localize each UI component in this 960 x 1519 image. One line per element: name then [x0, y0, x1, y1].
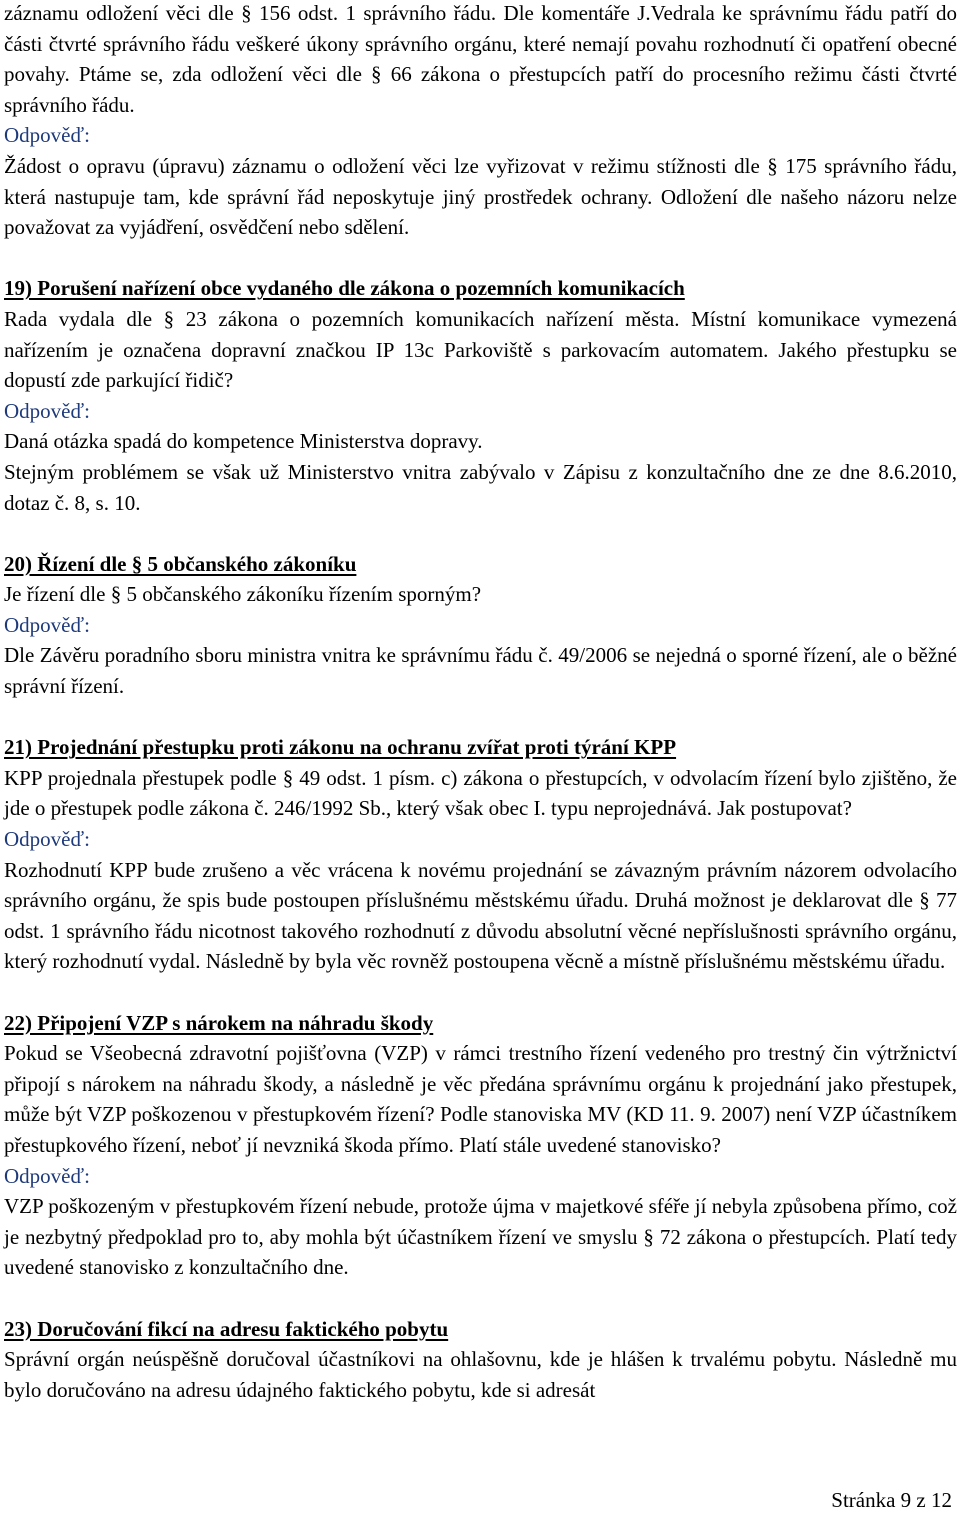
section-question-23: Správní orgán neúspěšně doručoval účastníkovi na ohlašovnu, kde je hlášen k trvalému pobytu. Následně mu bylo doručováno na adresu údajného faktického pobytu, kde si adresát — [4, 1347, 957, 1402]
section-gap — [4, 243, 957, 274]
answer-label: Odpověď: — [4, 398, 90, 423]
section-question-21: KPP projednala přestupek podle § 49 odst. 1 písm. c) zákona o přestupcích, v odvolacím řízení bylo zjištěno, že jde o přestupek podle zákona č. 246/1992 Sb., který však obec I. typu neprojednává. Jak postupovat? — [4, 765, 957, 821]
section-answer-22: VZP poškozeným v přestupkovém řízení nebude, protože újma v majetkové sféře jí nebyla způsobena přímo, což je nezbytný předpoklad pro to, aby mohla být účastníkem řízení ve smyslu § 72 zákona o přestupcích. Platí tedy uvedené stanovisko z konzultačního dne. — [4, 1194, 957, 1280]
section-answer-19-line-1: Daná otázka spadá do kompetence Ministerstva dopravy. — [4, 429, 483, 454]
intro-question: záznamu odložení věci dle § 156 odst. 1 správního řádu. Dle komentáře J.Vedrala ke správnímu řádu patří do části čtvrté správního řádu veškeré úkony správního orgánu, které nemají povahu rozhodnutí či opatření obecné povahy. Ptáme se, zda odložení věci dle § 66 zákona o přestupcích patří do procesního režimu části čtvrté správního řádu. — [4, 1, 957, 117]
section-answer-21: Rozhodnutí KPP bude zrušeno a věc vrácena k novému projednání se závazným právním názorem odvolacího správního orgánu, že spis bude postoupen příslušnému městskému úřadu. Druhá možnost je deklarovat dle § 77 odst. 1 správního řádu nicotnost takového rozhodnutí z důvodu absolutní věcné nepříslušnosti správního orgánu, který rozhodnutí vydal. Následně by byla věc rovněž postoupena věcně a místně příslušnému městskému úřadu. — [4, 857, 957, 974]
section-heading-21: 21) Projednání přestupku proti zákonu na ochranu zvířat proti týrání KPP — [4, 735, 677, 760]
section-heading-19: 19) Porušení nařízení obce vydaného dle zákona o pozemních komunikacích — [4, 276, 685, 301]
section-heading-22: 22) Připojení VZP s nárokem na náhradu škody — [4, 1010, 434, 1035]
answer-label: Odpověď: — [4, 612, 90, 637]
answer-label: Odpověď: — [4, 123, 90, 148]
document-page — [4, 0, 957, 1405]
section-answer-20: Dle Závěru poradního sboru ministra vnitra ke správnímu řádu č. 49/2006 se nejedná o sporné řízení, ale o běžné správní řízení. — [4, 643, 957, 699]
answer-label: Odpověď: — [4, 827, 90, 852]
section-question-22: Pokud se Všeobecná zdravotní pojišťovna (VZP) v rámci trestního řízení vedeného pro trestný čin výtržnictví připojí s nárokem na náhradu škody, a následně je věc předána správnímu orgánu k projednání jako přestupek, může být VZP poškozenou v přestupkovém řízení? Podle stanoviska MV (KD 11. 9. 2007) není VZP účastníkem přestupkového řízení, neboť jí nevzniká škoda přímo. Platí stále uvedené stanovisko? — [4, 1041, 957, 1157]
page-number: Stránka 9 z 12 — [831, 1488, 952, 1512]
section-question-19: Rada vydala dle § 23 zákona o pozemních komunikacích nařízení města. Místní komunikace vymezená nařízením je označena dopravní značkou IP 13c Parkoviště s parkovacím automatem. Jakého přestupku se dopustí zde parkující řidič? — [4, 306, 957, 393]
section-answer-19-line-2: Stejným problémem se však už Ministerstvo vnitra zabývalo v Zápisu z konzultačního dne ze dne 8.6.2010, dotaz č. 8, s. 10. — [4, 459, 957, 515]
section-gap — [4, 977, 957, 1008]
section-gap — [4, 518, 957, 549]
section-heading-23: 23) Doručování fikcí na adresu faktického pobytu — [4, 1316, 449, 1341]
answer-label: Odpověď: — [4, 1163, 90, 1188]
section-gap — [4, 1283, 957, 1314]
section-gap — [4, 702, 957, 733]
section-question-20: Je řízení dle § 5 občanského zákoníku řízením sporným? — [4, 582, 482, 607]
intro-answer: Žádost o opravu (úpravu) záznamu o odložení věci lze vyřizovat v režimu stížnosti dle § 175 správního řádu, která nastupuje tam, kde správní řád neposkytuje jiný prostředek ochrany. Odložení dle našeho názoru nelze považovat za vyjádření, osvědčení nebo sdělení. — [4, 153, 957, 240]
section-heading-20: 20) Řízení dle § 5 občanského zákoníku — [4, 551, 357, 576]
